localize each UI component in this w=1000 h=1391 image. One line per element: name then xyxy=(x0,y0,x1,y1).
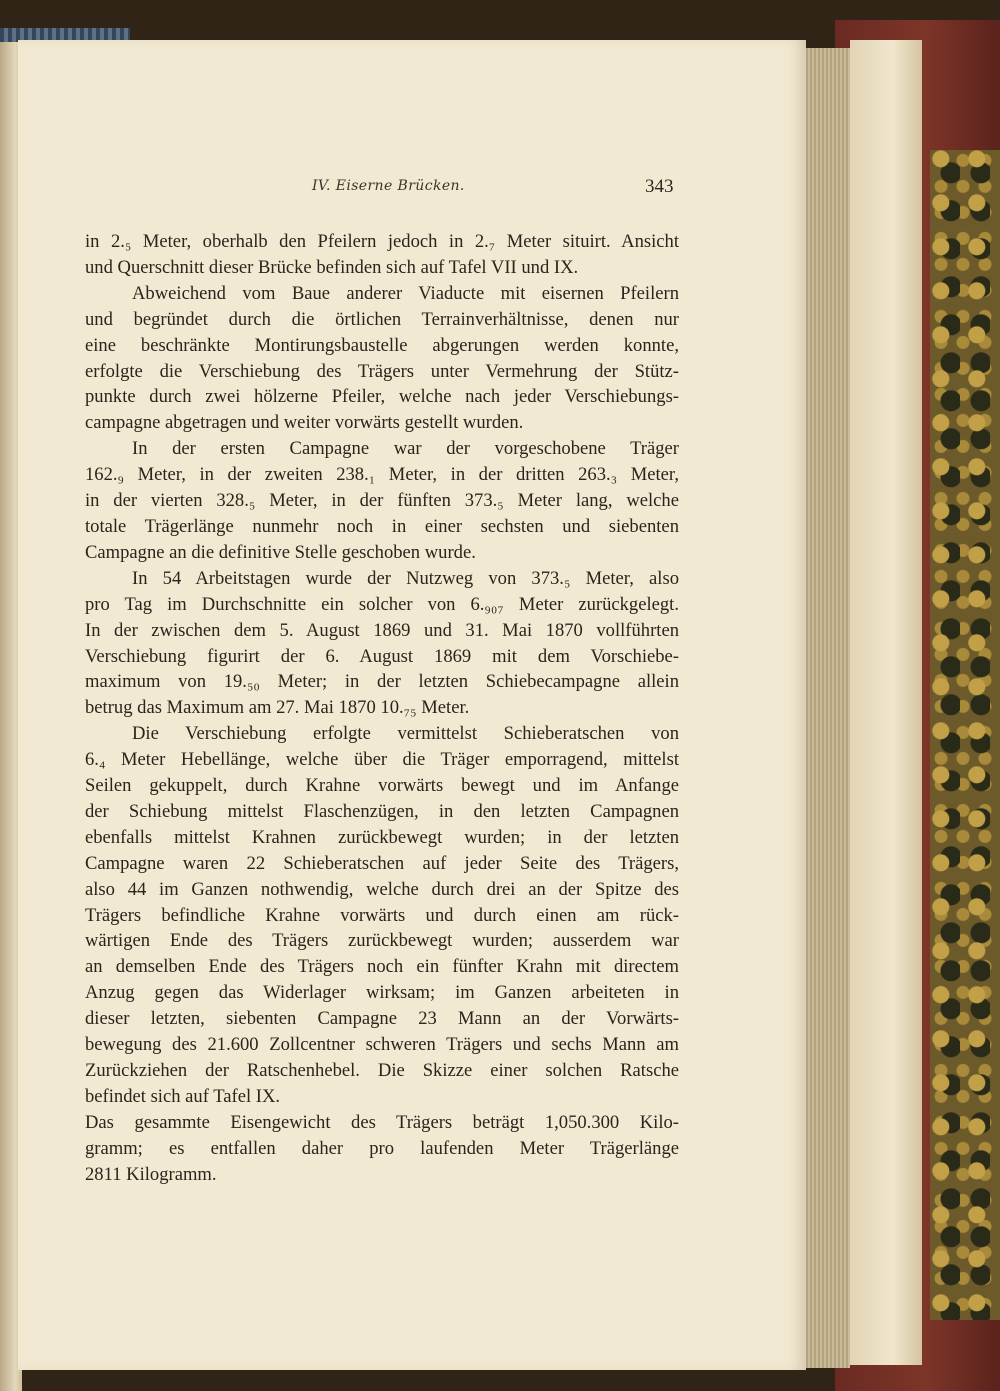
text-line: 6.₄ Meter Hebellänge, welche über die Träger emporragend, mittelst xyxy=(85,749,679,771)
text-line: campagne abgetragen und weiter vorwärts gestellt wurden. xyxy=(85,412,524,434)
text-line: Die Verschiebung erfolgte vermittelst Schieberatschen von xyxy=(132,723,679,745)
text-line: eine beschränkte Montirungsbaustelle abgerungen werden konnte, xyxy=(85,334,679,356)
body-text xyxy=(85,229,679,1188)
text-line: Seilen gekuppelt, durch Krahne vorwärts bewegt und im Anfange xyxy=(85,775,679,797)
text-line: 2811 Kilogramm. xyxy=(85,1163,217,1185)
text-line: der Schiebung mittelst Flaschenzügen, in den letzten Campagnen xyxy=(85,800,679,822)
text-line: befindet sich auf Tafel IX. xyxy=(85,1085,281,1107)
text-line: Abweichend vom Baue anderer Viaducte mit eisernen Pfeilern xyxy=(132,282,679,304)
text-line: in 2.₅ Meter, oberhalb den Pfeilern jedoch in 2.₇ Meter situirt. Ansicht xyxy=(85,231,679,252)
text-line: In 54 Arbeitstagen wurde der Nutzweg von 373.₅ Meter, also xyxy=(132,567,679,589)
text-line: Verschiebung figurirt der 6. August 1869 mit dem Vorschiebe- xyxy=(85,645,679,667)
text-line: Das gesammte Eisengewicht des Trägers beträgt 1,050.300 Kilo- xyxy=(85,1111,679,1133)
text-line: wärtigen Ende des Trägers zurückbewegt wurden; ausserdem war xyxy=(85,930,679,952)
text-line: Campagne waren 22 Schieberatschen auf jeder Seite des Trägers, xyxy=(85,852,679,874)
text-line: bewegung des 21.600 Zollcentner schweren Trägers und sechs Mann am xyxy=(85,1034,679,1056)
text-line: erfolgte die Verschiebung des Trägers unter Vermehrung der Stütz- xyxy=(85,360,679,382)
text-line: Zurückziehen der Ratschenhebel. Die Skizze einer solchen Ratsche xyxy=(85,1060,679,1081)
text-line: gramm; es entfallen daher pro laufenden Meter Trägerlänge xyxy=(85,1137,679,1159)
text-line: In der ersten Campagne war der vorgeschobene Träger xyxy=(132,438,679,460)
text-line: also 44 im Ganzen nothwendig, welche durch drei an der Spitze des xyxy=(85,878,679,900)
text-line: und begründet durch die örtlichen Terrainverhältnisse, denen nur xyxy=(85,308,679,330)
text-line: ebenfalls mittelst Krahnen zurückbewegt wurden; in der letzten xyxy=(85,826,679,848)
text-line: in der vierten 328.₅ Meter, in der fünften 373.₅ Meter lang, welche xyxy=(85,490,679,512)
text-line: dieser letzten, siebenten Campagne 23 Mann an der Vorwärts- xyxy=(85,1008,679,1030)
text-line: an demselben Ende des Trägers noch ein fünfter Krahn mit directem xyxy=(85,956,679,978)
marbled-cover-edge xyxy=(930,150,1000,1320)
text-line: In der zwischen dem 5. August 1869 und 31. Mai 1870 vollführten xyxy=(85,619,679,641)
page-header xyxy=(0,178,1000,202)
running-title: IV. Eiserne Brücken. xyxy=(312,178,465,194)
text-line: pro Tag im Durchschnitte ein solcher von 6.₉₀₇ Meter zurückgelegt. xyxy=(85,593,679,615)
endpaper xyxy=(850,40,922,1365)
text-line: und Querschnitt dieser Brücke befinden sich auf Tafel VII und IX. xyxy=(85,256,579,278)
text-line: totale Trägerlänge nunmehr noch in einer sechsten und siebenten xyxy=(85,515,679,537)
text-line: Trägers befindliche Krahne vorwärts und durch einen am rück- xyxy=(85,904,679,926)
text-line: Campagne an die definitive Stelle geschoben wurde. xyxy=(85,541,476,563)
text-line: Anzug gegen das Widerlager wirksam; im Ganzen arbeiteten in xyxy=(85,982,679,1004)
page-stack-edges xyxy=(800,48,850,1368)
page-number: 343 xyxy=(645,176,674,197)
text-line: 162.₉ Meter, in der zweiten 238.₁ Meter, in der dritten 263.₃ Meter, xyxy=(85,464,679,486)
text-line: maximum von 19.₅₀ Meter; in der letzten Schiebecampagne allein xyxy=(85,671,679,693)
text-line: punkte durch zwei hölzerne Pfeiler, welche nach jeder Verschiebungs- xyxy=(85,386,679,408)
text-line: betrug das Maximum am 27. Mai 1870 10.₇₅ Meter. xyxy=(85,697,470,719)
